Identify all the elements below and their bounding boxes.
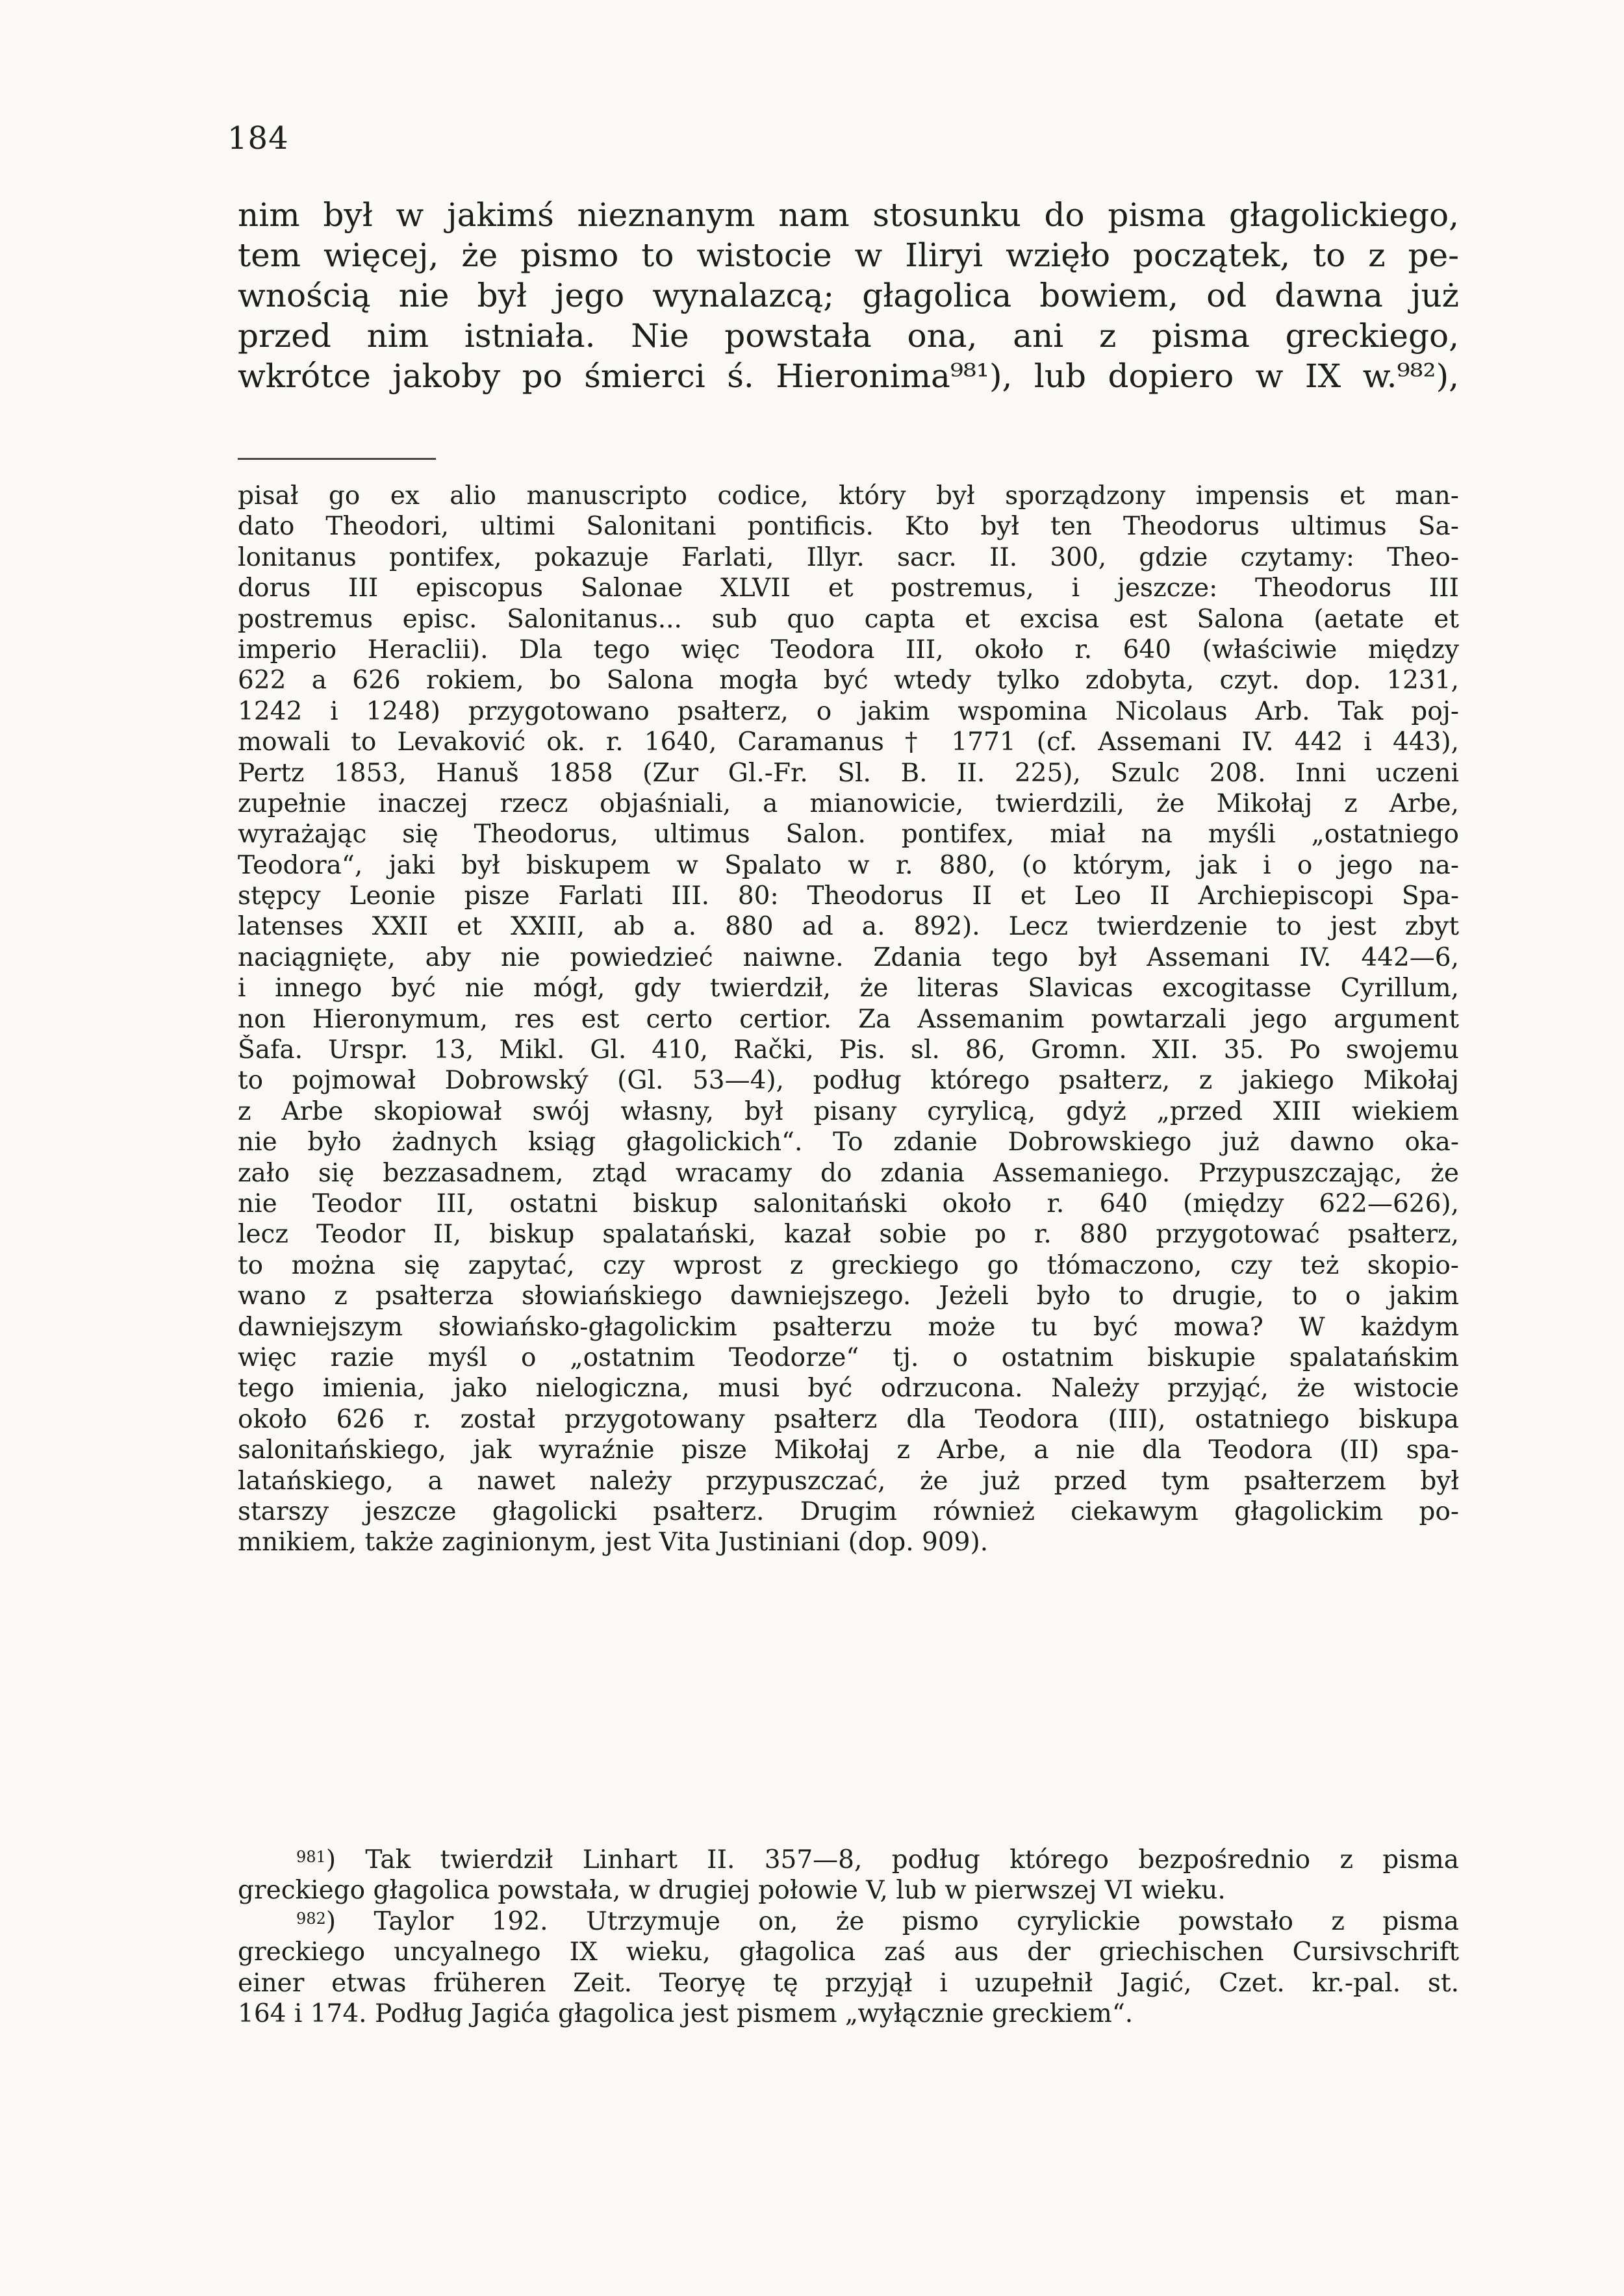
note-line: więc razie myśl o „ostatnim Teodorze“ tj. o ostatnim biskupie spalatańskim — [238, 1343, 1459, 1372]
note-line: i innego być nie mógł, gdy twierdził, że literas Slavicas excogitasse Cyrillum, — [238, 974, 1459, 1003]
note-line: 1242 i 1248) przygotowano psałterz, o jakim wspomina Nicolaus Arb. Tak poj- — [238, 696, 1459, 726]
note-line: Šafa. Urspr. 13, Mikl. Gl. 410, Rački, Pis. sl. 86, Gromn. XII. 35. Po swojemu — [238, 1035, 1459, 1065]
note-line: zupełnie inaczej rzecz objaśniali, a mianowicie, twierdzili, że Mikołaj z Arbe, — [238, 788, 1459, 818]
note-line: wano z psałterza słowiańskiego dawniejszego. Jeżeli było to drugie, to o jakim — [238, 1281, 1459, 1311]
footnote-line: $^{981}$) Tak twierdził Linhart II. 357—8, podług którego bezpośrednio z pisma — [296, 1845, 1459, 1874]
footnote-982 — [238, 1906, 1459, 2030]
main-text-line: przed nim istniała. Nie powstała ona, ani z pisma greckiego, — [238, 317, 1459, 355]
footnote-line: 164 i 174. Podług Jagića głagolica jest pismem „wyłącznie greckiem“. — [238, 1999, 1134, 2028]
note-line: 622 a 626 rokiem, bo Salona mogła być wtedy tylko zdobyta, czyt. dop. 1231, — [238, 666, 1459, 696]
main-text-line: wkrótce jakoby po śmierci ś. Hieronima⁹⁸¹), lub dopiero w IX w.⁹⁸²), — [238, 357, 1459, 395]
footnote-marker: 981 — [296, 1848, 326, 1866]
main-text-line: nim był w jakimś nieznanym nam stosunku do pisma głagolickiego, — [238, 196, 1459, 234]
footnote-line: greckiego uncyalnego IX wieku, głagolica zaś aus der griechischen Cursivschrift — [238, 1937, 1459, 1967]
continued-note — [238, 481, 1459, 1558]
footnote-text: Tak twierdził Linhart II. 357—8, podług którego bezpośrednio z pisma — [365, 1845, 1459, 1874]
note-line: około 626 r. został przygotowany psałterz dla Teodora (III), ostatniego biskupa — [238, 1404, 1459, 1434]
footnote-divider — [238, 458, 436, 460]
note-line: tego imienia, jako nielogiczna, musi być odrzucona. Należy przyjąć, że wistocie — [238, 1374, 1459, 1404]
note-line: to można się zapytać, czy wprost z greckiego go tłómaczono, czy też skopio- — [238, 1250, 1459, 1280]
footnote-line: $^{982}$) Taylor 192. Utrzymuje on, że pismo cyrylickie powstało z pisma — [296, 1906, 1459, 1936]
note-line: nie Teodor III, ostatni biskup salonitański około r. 640 (między 622—626), — [238, 1189, 1459, 1218]
note-line: non Hieronymum, res est certo certior. Za Assemanim powtarzali jego argument — [238, 1004, 1459, 1034]
note-line: lonitanus pontifex, pokazuje Farlati, Illyr. sacr. II. 300, gdzie czytamy: Theo- — [238, 542, 1459, 572]
note-line: mnikiem, także zaginionym, jest Vita Justiniani (dop. 909). — [238, 1528, 989, 1558]
footnote-text: Taylor 192. Utrzymuje on, że pismo cyrylickie powstało z pisma — [374, 1906, 1459, 1936]
note-line: Pertz 1853, Hanuš 1858 (Zur Gl.-Fr. Sl. B. II. 225), Szulc 208. Inni uczeni — [238, 758, 1459, 788]
note-line: naciągnięte, aby nie powiedzieć naiwne. Zdania tego był Assemani IV. 442—6, — [238, 942, 1459, 972]
footnote-line: greckiego głagolica powstała, w drugiej połowie V, lub w pierwszej VI wieku. — [238, 1876, 1226, 1906]
footnote-marker: 982 — [296, 1909, 326, 1928]
note-line: mowali to Levaković ok. r. 1640, Caramanus † 1771 (cf. Assemani IV. 442 i 443), — [238, 727, 1459, 757]
footnote-line: einer etwas früheren Zeit. Teoryę tę przyjął i uzupełnił Jagić, Czet. kr.-pal. st. — [238, 1968, 1459, 1998]
note-line: imperio Heraclii). Dla tego więc Teodora III, około r. 640 (właściwie między — [238, 635, 1459, 664]
main-text-line: tem więcej, że pismo to wistocie w Iliryi wzięło początek, to z pe- — [238, 236, 1459, 274]
note-line: lecz Teodor II, biskup spalatański, kazał sobie po r. 880 przygotować psałterz, — [238, 1220, 1459, 1250]
main-text-line: wnością nie był jego wynalazcą; głagolica bowiem, od dawna już — [238, 277, 1459, 314]
footnote-981 — [238, 1845, 1459, 1906]
note-line: nie było żadnych ksiąg głagolickich“. To zdanie Dobrowskiego już dawno oka- — [238, 1128, 1459, 1157]
main-text — [238, 195, 1459, 396]
note-line: postremus episc. Salonitanus... sub quo capta et excisa est Salona (aetate et — [238, 604, 1459, 634]
note-line: stępcy Leonie pisze Farlati III. 80: Theodorus II et Leo II Archiepiscopi Spa- — [238, 881, 1459, 911]
footnotes — [238, 1845, 1459, 2029]
note-line: salonitańskiego, jak wyraźnie pisze Mikołaj z Arbe, a nie dla Teodora (II) spa- — [238, 1435, 1459, 1465]
note-line: dato Theodori, ultimi Salonitani pontificis. Kto był ten Theodorus ultimus Sa- — [238, 512, 1459, 542]
note-line: dawniejszym słowiańsko-głagolickim psałterzu może tu być mowa? W każdym — [238, 1312, 1459, 1342]
page-number: 184 — [227, 120, 289, 157]
note-line: wyrażając się Theodorus, ultimus Salon. pontifex, miał na myśli „ostatniego — [238, 820, 1459, 850]
note-line: dorus III episcopus Salonae XLVII et postremus, i jeszcze: Theodorus III — [238, 574, 1459, 603]
note-line: starszy jeszcze głagolicki psałterz. Drugim również ciekawym głagolickim po- — [238, 1496, 1459, 1526]
note-line: Teodora“, jaki był biskupem w Spalato w r. 880, (o którym, jak i o jego na- — [238, 850, 1459, 880]
note-line: zało się bezzasadnem, ztąd wracamy do zdania Assemaniego. Przypuszczając, że — [238, 1158, 1459, 1188]
note-line: pisał go ex alio manuscripto codice, który był sporządzony impensis et man- — [238, 481, 1459, 511]
note-line: z Arbe skopiował swój własny, był pisany cyrylicą, gdyż „przed XIII wiekiem — [238, 1096, 1459, 1126]
note-line: latenses XXII et XXIII, ab a. 880 ad a. 892). Lecz twierdzenie to jest zbyt — [238, 912, 1459, 942]
note-line: to pojmował Dobrowský (Gl. 53—4), podług którego psałterz, z jakiego Mikołaj — [238, 1066, 1459, 1096]
note-line: latańskiego, a nawet należy przypuszczać, że już przed tym psałterzem był — [238, 1466, 1459, 1496]
